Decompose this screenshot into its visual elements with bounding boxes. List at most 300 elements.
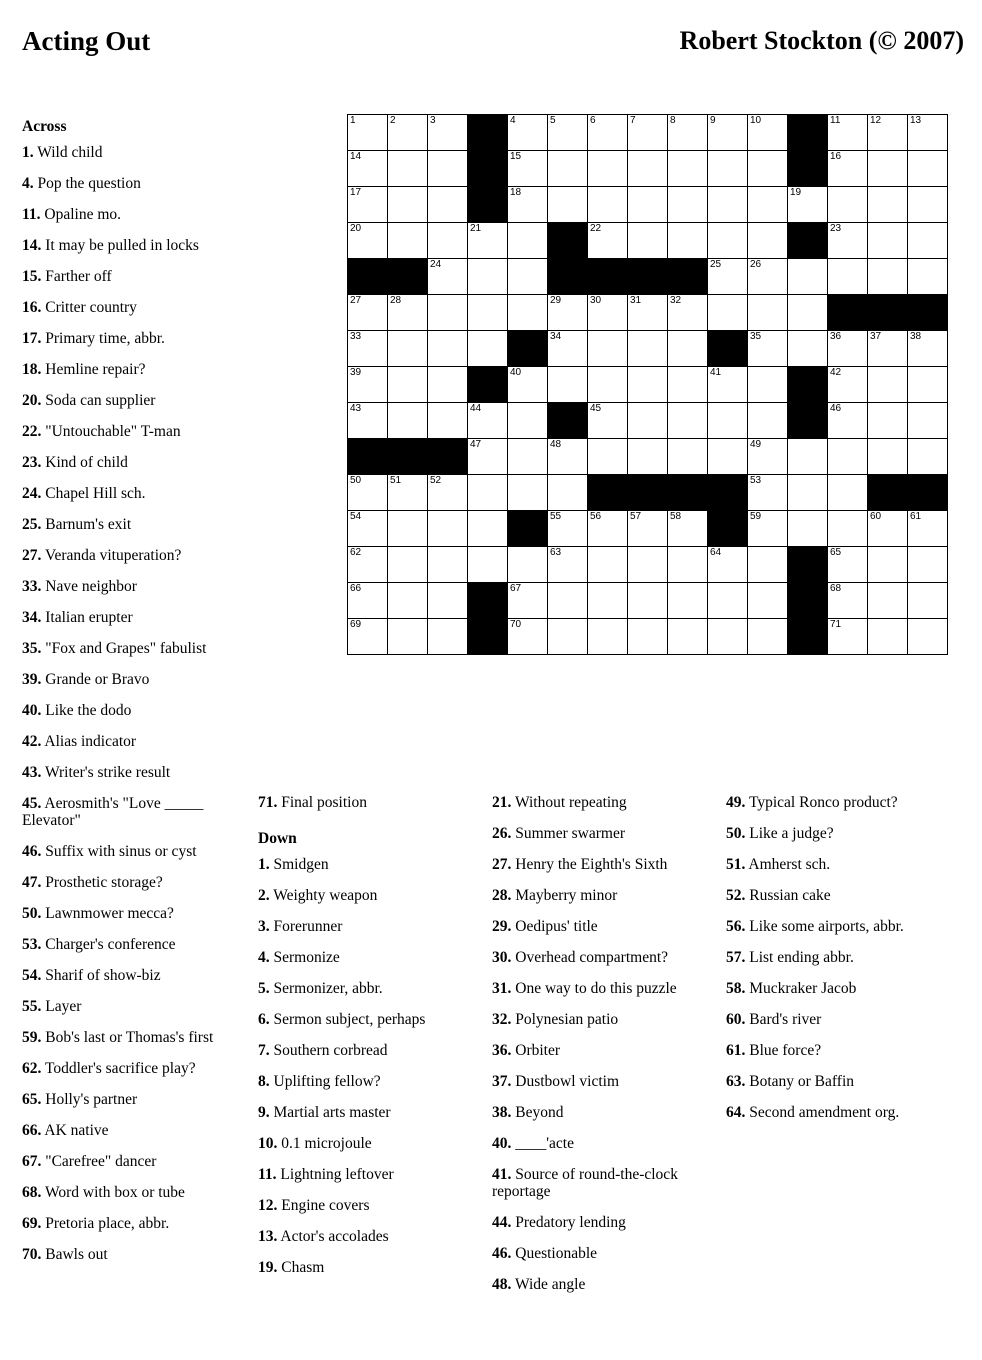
grid-cell[interactable] [428,619,468,655]
grid-cell[interactable] [908,151,948,187]
grid-cell[interactable] [388,331,428,367]
grid-cell[interactable] [708,403,748,439]
grid-cell[interactable] [428,511,468,547]
grid-cell[interactable] [508,475,548,511]
grid-cell[interactable] [428,115,468,151]
grid-cell[interactable] [828,331,868,367]
grid-cell[interactable] [628,403,668,439]
grid-cell[interactable] [908,511,948,547]
grid-cell[interactable] [868,511,908,547]
clue-number: 47. [22,873,42,891]
grid-cell[interactable] [668,367,708,403]
grid-cell[interactable] [428,223,468,259]
grid-cell[interactable] [548,295,588,331]
grid-cell[interactable] [668,187,708,223]
grid-cell[interactable] [708,151,748,187]
clue-text: Farther off [41,268,112,285]
grid-cell[interactable] [828,259,868,295]
grid-cell[interactable] [668,223,708,259]
clue-item [22,703,247,720]
clue-text: AK native [41,1121,109,1139]
clue-text: Typical Ronco product? [745,794,898,811]
grid-cell-number: 63 [550,547,562,558]
clue-item [726,888,956,905]
grid-cell[interactable] [748,547,788,583]
grid-cell[interactable] [828,583,868,619]
grid-cell[interactable] [548,187,588,223]
grid-cell[interactable] [708,115,748,151]
grid-cell[interactable] [628,547,668,583]
clue-number: 15. [22,268,42,285]
grid-cell[interactable] [628,619,668,655]
clue-item [22,765,247,782]
grid-cell[interactable] [388,367,428,403]
grid-cell-number: 13 [910,115,922,126]
clue-number: 17. [22,330,42,347]
grid-block-cell [348,439,388,475]
grid-cell[interactable] [908,187,948,223]
grid-cell[interactable] [428,295,468,331]
grid-cell[interactable] [828,223,868,259]
grid-cell-number: 68 [830,583,842,594]
clue-number: 53. [22,935,42,953]
grid-cell[interactable] [868,403,908,439]
grid-cell[interactable] [748,331,788,367]
grid-cell[interactable] [708,367,748,403]
grid-cell[interactable] [388,295,428,331]
grid-cell[interactable] [668,583,708,619]
grid-cell[interactable] [828,115,868,151]
grid-cell[interactable] [508,259,548,295]
grid-cell-number: 40 [510,367,522,378]
grid-cell[interactable] [428,475,468,511]
grid-cell-number: 44 [470,403,482,414]
grid-cell[interactable] [348,187,388,223]
grid-cell[interactable] [868,223,908,259]
grid-table[interactable] [347,114,948,655]
clue-text: ____'acte [511,1135,574,1152]
grid-cell[interactable] [468,511,508,547]
grid-cell[interactable] [628,367,668,403]
grid-cell[interactable] [748,151,788,187]
clue-item [726,981,956,998]
grid-cell-number: 45 [590,403,602,414]
grid-block-cell [788,151,828,187]
grid-cell-number: 61 [910,511,922,522]
grid-cell[interactable] [908,259,948,295]
grid-cell[interactable] [508,223,548,259]
grid-cell[interactable] [868,619,908,655]
grid-cell-number: 54 [350,511,362,522]
grid-cell[interactable] [548,439,588,475]
clue-text: Engine covers [277,1196,370,1214]
grid-cell[interactable] [548,331,588,367]
grid-cell[interactable] [588,187,628,223]
grid-cell[interactable] [748,367,788,403]
grid-cell[interactable] [908,115,948,151]
grid-cell-number: 41 [710,367,722,378]
clue-item [258,1012,473,1029]
grid-cell[interactable] [908,547,948,583]
clue-text: Questionable [511,1244,598,1262]
grid-cell[interactable] [388,619,428,655]
clue-number: 29. [492,918,512,935]
clue-text: "Carefree" dancer [41,1152,157,1170]
clue-item [22,1092,247,1109]
grid-cell[interactable] [828,619,868,655]
grid-cell[interactable] [748,115,788,151]
grid-cell[interactable] [788,295,828,331]
clue-number: 46. [22,842,42,860]
clue-item [492,1043,717,1060]
clue-item [22,486,247,503]
grid-cell[interactable] [828,547,868,583]
clue-item [258,1105,473,1122]
grid-cell[interactable] [468,223,508,259]
grid-cell[interactable] [348,331,388,367]
clue-text: Final position [277,794,367,811]
grid-cell[interactable] [668,439,708,475]
clue-item [22,145,247,162]
grid-cell[interactable] [508,439,548,475]
clue-text: Opaline mo. [40,206,122,223]
grid-cell[interactable] [348,619,388,655]
grid-cell[interactable] [428,583,468,619]
grid-block-cell [828,295,868,331]
grid-cell-number: 48 [550,439,562,450]
grid-block-cell [708,475,748,511]
grid-cell[interactable] [468,547,508,583]
grid-cell-number: 24 [430,259,442,270]
grid-cell-number: 17 [350,187,362,198]
grid-cell[interactable] [508,151,548,187]
clue-number: 31. [492,980,512,997]
grid-cell[interactable] [548,547,588,583]
clue-item [22,393,247,410]
grid-cell-number: 20 [350,223,362,234]
clue-number: 35. [22,640,42,657]
grid-cell[interactable] [748,187,788,223]
grid-cell[interactable] [548,115,588,151]
clue-number: 8. [258,1072,270,1090]
grid-cell[interactable] [668,547,708,583]
clue-item [22,999,247,1016]
clue-text: Actor's accolades [277,1227,389,1245]
clue-column-1 [22,118,247,1278]
grid-cell[interactable] [388,511,428,547]
grid-cell[interactable] [388,583,428,619]
grid-cell-number: 26 [750,259,762,270]
grid-cell[interactable] [748,583,788,619]
grid-cell[interactable] [388,403,428,439]
grid-cell[interactable] [628,511,668,547]
clue-number: 18. [22,361,42,378]
grid-cell-number: 38 [910,331,922,342]
clue-item [22,610,247,627]
grid-cell[interactable] [868,259,908,295]
grid-cell[interactable] [828,475,868,511]
clue-item [492,857,717,874]
grid-cell[interactable] [548,583,588,619]
grid-cell[interactable] [588,439,628,475]
grid-cell[interactable] [628,331,668,367]
grid-cell[interactable] [908,439,948,475]
grid-row [348,331,948,367]
grid-cell[interactable] [628,151,668,187]
grid-cell[interactable] [588,295,628,331]
grid-block-cell [548,403,588,439]
clue-item [22,300,247,317]
author-credit: Robert Stockton (© 2007) [679,26,964,55]
grid-cell[interactable] [428,547,468,583]
clue-item [492,1136,717,1153]
grid-cell[interactable] [428,367,468,403]
grid-cell[interactable] [748,403,788,439]
grid-cell[interactable] [628,115,668,151]
grid-block-cell [908,295,948,331]
grid-cell[interactable] [668,619,708,655]
grid-cell[interactable] [508,295,548,331]
clue-text: Like the dodo [41,702,132,719]
grid-cell[interactable] [748,439,788,475]
grid-cell[interactable] [668,511,708,547]
clue-item [258,888,473,905]
grid-cell[interactable] [748,295,788,331]
grid-cell-number: 29 [550,295,562,306]
grid-cell-number: 18 [510,187,522,198]
grid-cell[interactable] [588,367,628,403]
grid-cell[interactable] [428,403,468,439]
grid-cell[interactable] [508,403,548,439]
clue-number: 57. [726,949,746,966]
clue-text: Mayberry minor [511,887,618,904]
grid-cell[interactable] [348,223,388,259]
grid-cell[interactable] [828,187,868,223]
grid-cell[interactable] [908,619,948,655]
clue-text: Summer swarmer [511,825,626,842]
clue-text: Holly's partner [41,1090,138,1108]
grid-cell-number: 56 [590,511,602,522]
grid-cell-number: 70 [510,619,522,630]
grid-cell[interactable] [508,619,548,655]
grid-cell-number: 43 [350,403,362,414]
grid-cell[interactable] [468,259,508,295]
grid-cell[interactable] [588,583,628,619]
grid-cell[interactable] [708,547,748,583]
grid-cell[interactable] [708,583,748,619]
grid-cell[interactable] [668,115,708,151]
grid-cell[interactable] [388,475,428,511]
grid-cell-number: 69 [350,619,362,630]
grid-cell[interactable] [388,187,428,223]
grid-cell[interactable] [348,511,388,547]
grid-cell[interactable] [788,187,828,223]
grid-cell[interactable] [588,403,628,439]
clue-item [492,1105,717,1122]
grid-cell[interactable] [508,115,548,151]
grid-block-cell [628,475,668,511]
grid-cell[interactable] [548,151,588,187]
grid-cell[interactable] [588,619,628,655]
grid-cell[interactable] [588,547,628,583]
grid-cell[interactable] [708,439,748,475]
grid-cell-number: 58 [670,511,682,522]
grid-cell[interactable] [668,151,708,187]
grid-block-cell [468,115,508,151]
grid-cell[interactable] [788,511,828,547]
grid-cell-number: 4 [510,115,516,126]
grid-cell[interactable] [708,187,748,223]
grid-cell[interactable] [868,583,908,619]
grid-cell[interactable] [908,583,948,619]
grid-cell[interactable] [348,367,388,403]
grid-cell[interactable] [748,475,788,511]
grid-cell[interactable] [908,331,948,367]
grid-cell[interactable] [868,331,908,367]
grid-cell[interactable] [868,367,908,403]
grid-row [348,295,948,331]
grid-cell[interactable] [588,115,628,151]
grid-cell[interactable] [828,367,868,403]
grid-cell[interactable] [588,331,628,367]
grid-cell[interactable] [388,115,428,151]
grid-cell[interactable] [668,403,708,439]
grid-cell[interactable] [628,439,668,475]
clue-text: Oedipus' title [511,918,598,935]
grid-block-cell [348,259,388,295]
grid-cell[interactable] [428,259,468,295]
grid-cell[interactable] [468,295,508,331]
grid-cell[interactable] [908,367,948,403]
grid-block-cell [788,619,828,655]
grid-cell[interactable] [428,331,468,367]
grid-cell[interactable] [348,475,388,511]
grid-cell[interactable] [348,583,388,619]
clue-number: 56. [726,918,746,935]
grid-cell[interactable] [428,151,468,187]
clue-number: 16. [22,299,42,316]
crossword-grid[interactable] [347,114,948,655]
grid-cell[interactable] [868,151,908,187]
clue-item [258,950,473,967]
grid-cell[interactable] [428,187,468,223]
clue-text: Pop the question [33,175,141,192]
grid-block-cell [388,439,428,475]
clue-item [726,795,956,812]
clue-text: Pretoria place, abbr. [41,1214,170,1232]
grid-cell[interactable] [908,403,948,439]
grid-cell[interactable] [388,547,428,583]
grid-cell[interactable] [628,295,668,331]
grid-block-cell [708,511,748,547]
grid-cell[interactable] [828,403,868,439]
grid-cell[interactable] [468,331,508,367]
grid-cell[interactable] [708,619,748,655]
grid-cell[interactable] [388,151,428,187]
grid-cell-number: 2 [390,115,396,126]
grid-cell[interactable] [708,223,748,259]
clue-item [22,937,247,954]
across-clue-list-part2 [258,795,473,812]
grid-cell[interactable] [508,547,548,583]
grid-cell[interactable] [788,331,828,367]
grid-cell[interactable] [388,223,428,259]
grid-cell[interactable] [788,475,828,511]
grid-cell[interactable] [668,295,708,331]
grid-cell[interactable] [548,511,588,547]
clue-item [22,1030,247,1047]
grid-cell[interactable] [348,115,388,151]
grid-cell-number: 27 [350,295,362,306]
grid-cell[interactable] [468,475,508,511]
grid-cell[interactable] [628,583,668,619]
grid-cell[interactable] [748,259,788,295]
grid-cell[interactable] [668,331,708,367]
grid-cell[interactable] [548,475,588,511]
grid-cell[interactable] [788,439,828,475]
clue-text: Word with box or tube [41,1183,185,1201]
grid-cell[interactable] [828,511,868,547]
grid-cell[interactable] [828,151,868,187]
grid-cell[interactable] [348,403,388,439]
clue-text: Lawnmower mecca? [41,904,174,922]
grid-cell[interactable] [628,223,668,259]
grid-cell[interactable] [908,223,948,259]
grid-cell[interactable] [508,367,548,403]
grid-cell[interactable] [748,619,788,655]
grid-block-cell [588,259,628,295]
grid-cell[interactable] [588,223,628,259]
clue-number: 42. [22,733,42,750]
grid-cell[interactable] [748,511,788,547]
grid-cell[interactable] [548,619,588,655]
clue-number: 27. [22,547,42,564]
grid-cell[interactable] [348,151,388,187]
grid-cell[interactable] [348,547,388,583]
clue-text: Russian cake [745,887,831,904]
grid-cell[interactable] [348,295,388,331]
clue-text: Chasm [277,1258,325,1276]
clue-number: 6. [258,1010,270,1028]
grid-cell[interactable] [588,151,628,187]
grid-cell[interactable] [468,403,508,439]
grid-cell[interactable] [588,511,628,547]
grid-cell[interactable] [708,295,748,331]
grid-cell-number: 32 [670,295,682,306]
grid-cell[interactable] [868,187,908,223]
grid-cell[interactable] [548,367,588,403]
grid-cell[interactable] [868,115,908,151]
grid-cell-number: 10 [750,115,762,126]
clue-text: List ending abbr. [745,949,854,966]
grid-block-cell [548,223,588,259]
grid-cell[interactable] [828,439,868,475]
grid-cell[interactable] [628,187,668,223]
grid-cell-number: 22 [590,223,602,234]
grid-cell-number: 67 [510,583,522,594]
grid-cell[interactable] [508,583,548,619]
clue-number: 33. [22,578,42,595]
grid-cell[interactable] [868,439,908,475]
grid-cell-number: 14 [350,151,362,162]
grid-cell[interactable] [508,187,548,223]
grid-cell[interactable] [468,439,508,475]
grid-cell[interactable] [748,223,788,259]
grid-cell[interactable] [788,259,828,295]
grid-cell[interactable] [708,259,748,295]
grid-cell[interactable] [868,547,908,583]
clue-text: Forerunner [269,917,343,935]
